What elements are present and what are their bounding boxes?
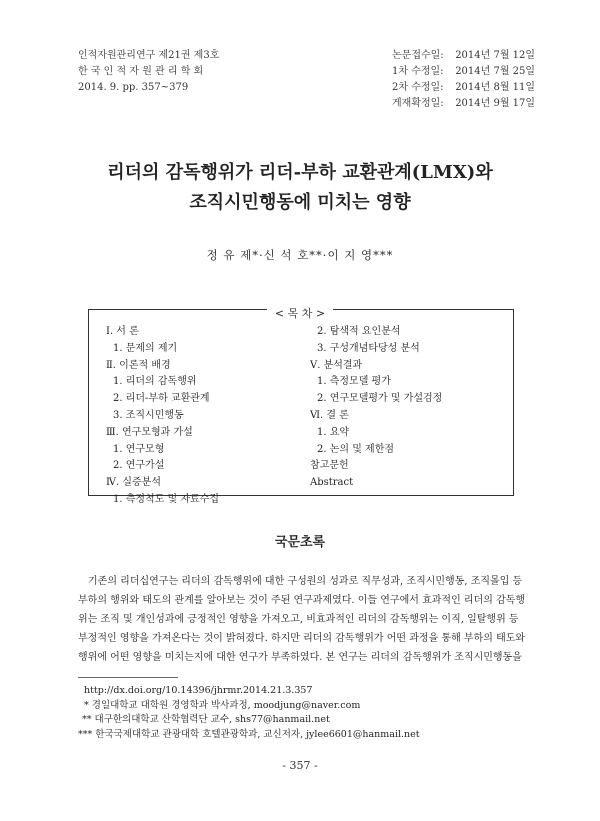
toc-item: 1. 연구모형 xyxy=(113,443,165,455)
toc-item: 2. 논의 및 제한점 xyxy=(317,443,395,455)
toc-item: 3. 구성개념타당성 분석 xyxy=(317,342,420,354)
author-list: 정 유 제*·신 석 호**·이 지 영*** xyxy=(206,248,394,262)
journal-info xyxy=(78,48,219,96)
toc-item: Ⅲ. 연구모형과 가설 xyxy=(106,426,193,438)
toc-item: Ⅱ. 이론적 배경 xyxy=(106,359,171,371)
toc-item: Ⅰ. 서 론 xyxy=(106,326,139,337)
toc-item: Ⅴ. 분석결과 xyxy=(310,359,363,371)
toc-item: 3. 조직시민행동 xyxy=(113,409,184,421)
footnote-author-3: *** 한국국제대학교 관광대학 호텔관광학과, 교신저자, jylee6601@hanmail.net xyxy=(78,728,420,740)
toc-item: 1. 측정척도 및 자료수집 xyxy=(113,493,220,505)
footnote-author-1: * 경일대학교 대학원 경영학과 박사과정, moodjung@naver.com xyxy=(84,699,361,711)
toc-heading: < 목 차 > xyxy=(0,302,600,321)
abstract-line: 행위에 어떤 영향을 미치는지에 대한 연구가 부족하였다. 본 연구는 리더의 감독행위가 조직시민행동을 xyxy=(78,652,522,663)
abstract-heading: 국문초록 xyxy=(274,535,326,550)
abstract-body xyxy=(78,572,526,667)
toc-right-column xyxy=(310,324,442,492)
date-row: 1차 수정일: 2014년 7월 25일 xyxy=(392,66,536,77)
date-row: 게재확정일: 2014년 9월 17일 xyxy=(392,98,536,109)
submission-dates xyxy=(392,48,535,112)
doi-link[interactable]: http://dx.doi.org/10.14396/jhrmr.2014.21.3.357 xyxy=(84,685,313,696)
toc-item: 2. 연구가설 xyxy=(113,460,165,472)
society-name: 한 국 인 적 자 원 관 리 학 회 xyxy=(78,66,204,77)
abstract-line: 기존의 리더십연구는 리더의 감독행위에 대한 구성원의 성과로 직무성과, 조직시민행동, 조직몰입 등 xyxy=(88,576,523,587)
toc-item: Abstract xyxy=(310,477,354,489)
toc-item: 2. 연구모델평가 및 가설검정 xyxy=(317,393,443,405)
toc-item: 1. 측정모델 평가 xyxy=(317,376,391,388)
paper-title xyxy=(0,158,600,218)
title-line-2: 조직시민행동에 미치는 영향 xyxy=(189,192,411,213)
footnotes xyxy=(78,684,420,742)
footnote-author-2: ** 대구한의대학교 산학협력단 교수, shs77@hanmail.net xyxy=(82,714,330,725)
abstract-line: 부정적인 영향을 가져온다는 것이 밝혀졌다. 하지만 리더의 감독행위가 어떤 과정을 통해 부하의 태도와 xyxy=(78,633,526,644)
page-number: - 357 - xyxy=(282,759,318,772)
toc-item: 2. 탐색적 요인분석 xyxy=(317,326,401,337)
toc-item: 2. 리더-부하 교환관계 xyxy=(113,393,210,405)
toc-item: 1. 리더의 감독행위 xyxy=(113,376,197,388)
toc-item: 1. 문제의 제기 xyxy=(113,342,178,354)
journal-name: 인적자원관리연구 제21권 제3호 xyxy=(78,50,220,61)
date-row: 2차 수정일: 2014년 8월 11일 xyxy=(392,82,536,93)
footnote-divider xyxy=(78,677,178,678)
toc-item: 참고문헌 xyxy=(310,460,349,472)
toc-item: Ⅵ. 결 론 xyxy=(310,409,349,421)
title-line-1: 리더의 감독행위가 리더-부하 교환관계(LMX)와 xyxy=(107,162,493,183)
abstract-line: 위는 조직 및 개인성과에 긍정적인 영향을 가져오고, 비효과적인 리더의 감독행위는 이직, 일탈행위 등 xyxy=(78,614,519,625)
toc-item: Ⅳ. 실증분석 xyxy=(106,477,161,489)
date-row: 논문접수일: 2014년 7월 12일 xyxy=(392,50,536,61)
toc-item: 1. 요약 xyxy=(317,426,350,438)
toc-left-column xyxy=(106,324,219,509)
issue-pages: 2014. 9. pp. 357~379 xyxy=(78,82,189,93)
abstract-line: 부하의 행위와 태도의 관계를 알아보는 것이 주된 연구과제였다. 이들 연구에서 효과적인 리더의 감독행 xyxy=(78,595,526,606)
